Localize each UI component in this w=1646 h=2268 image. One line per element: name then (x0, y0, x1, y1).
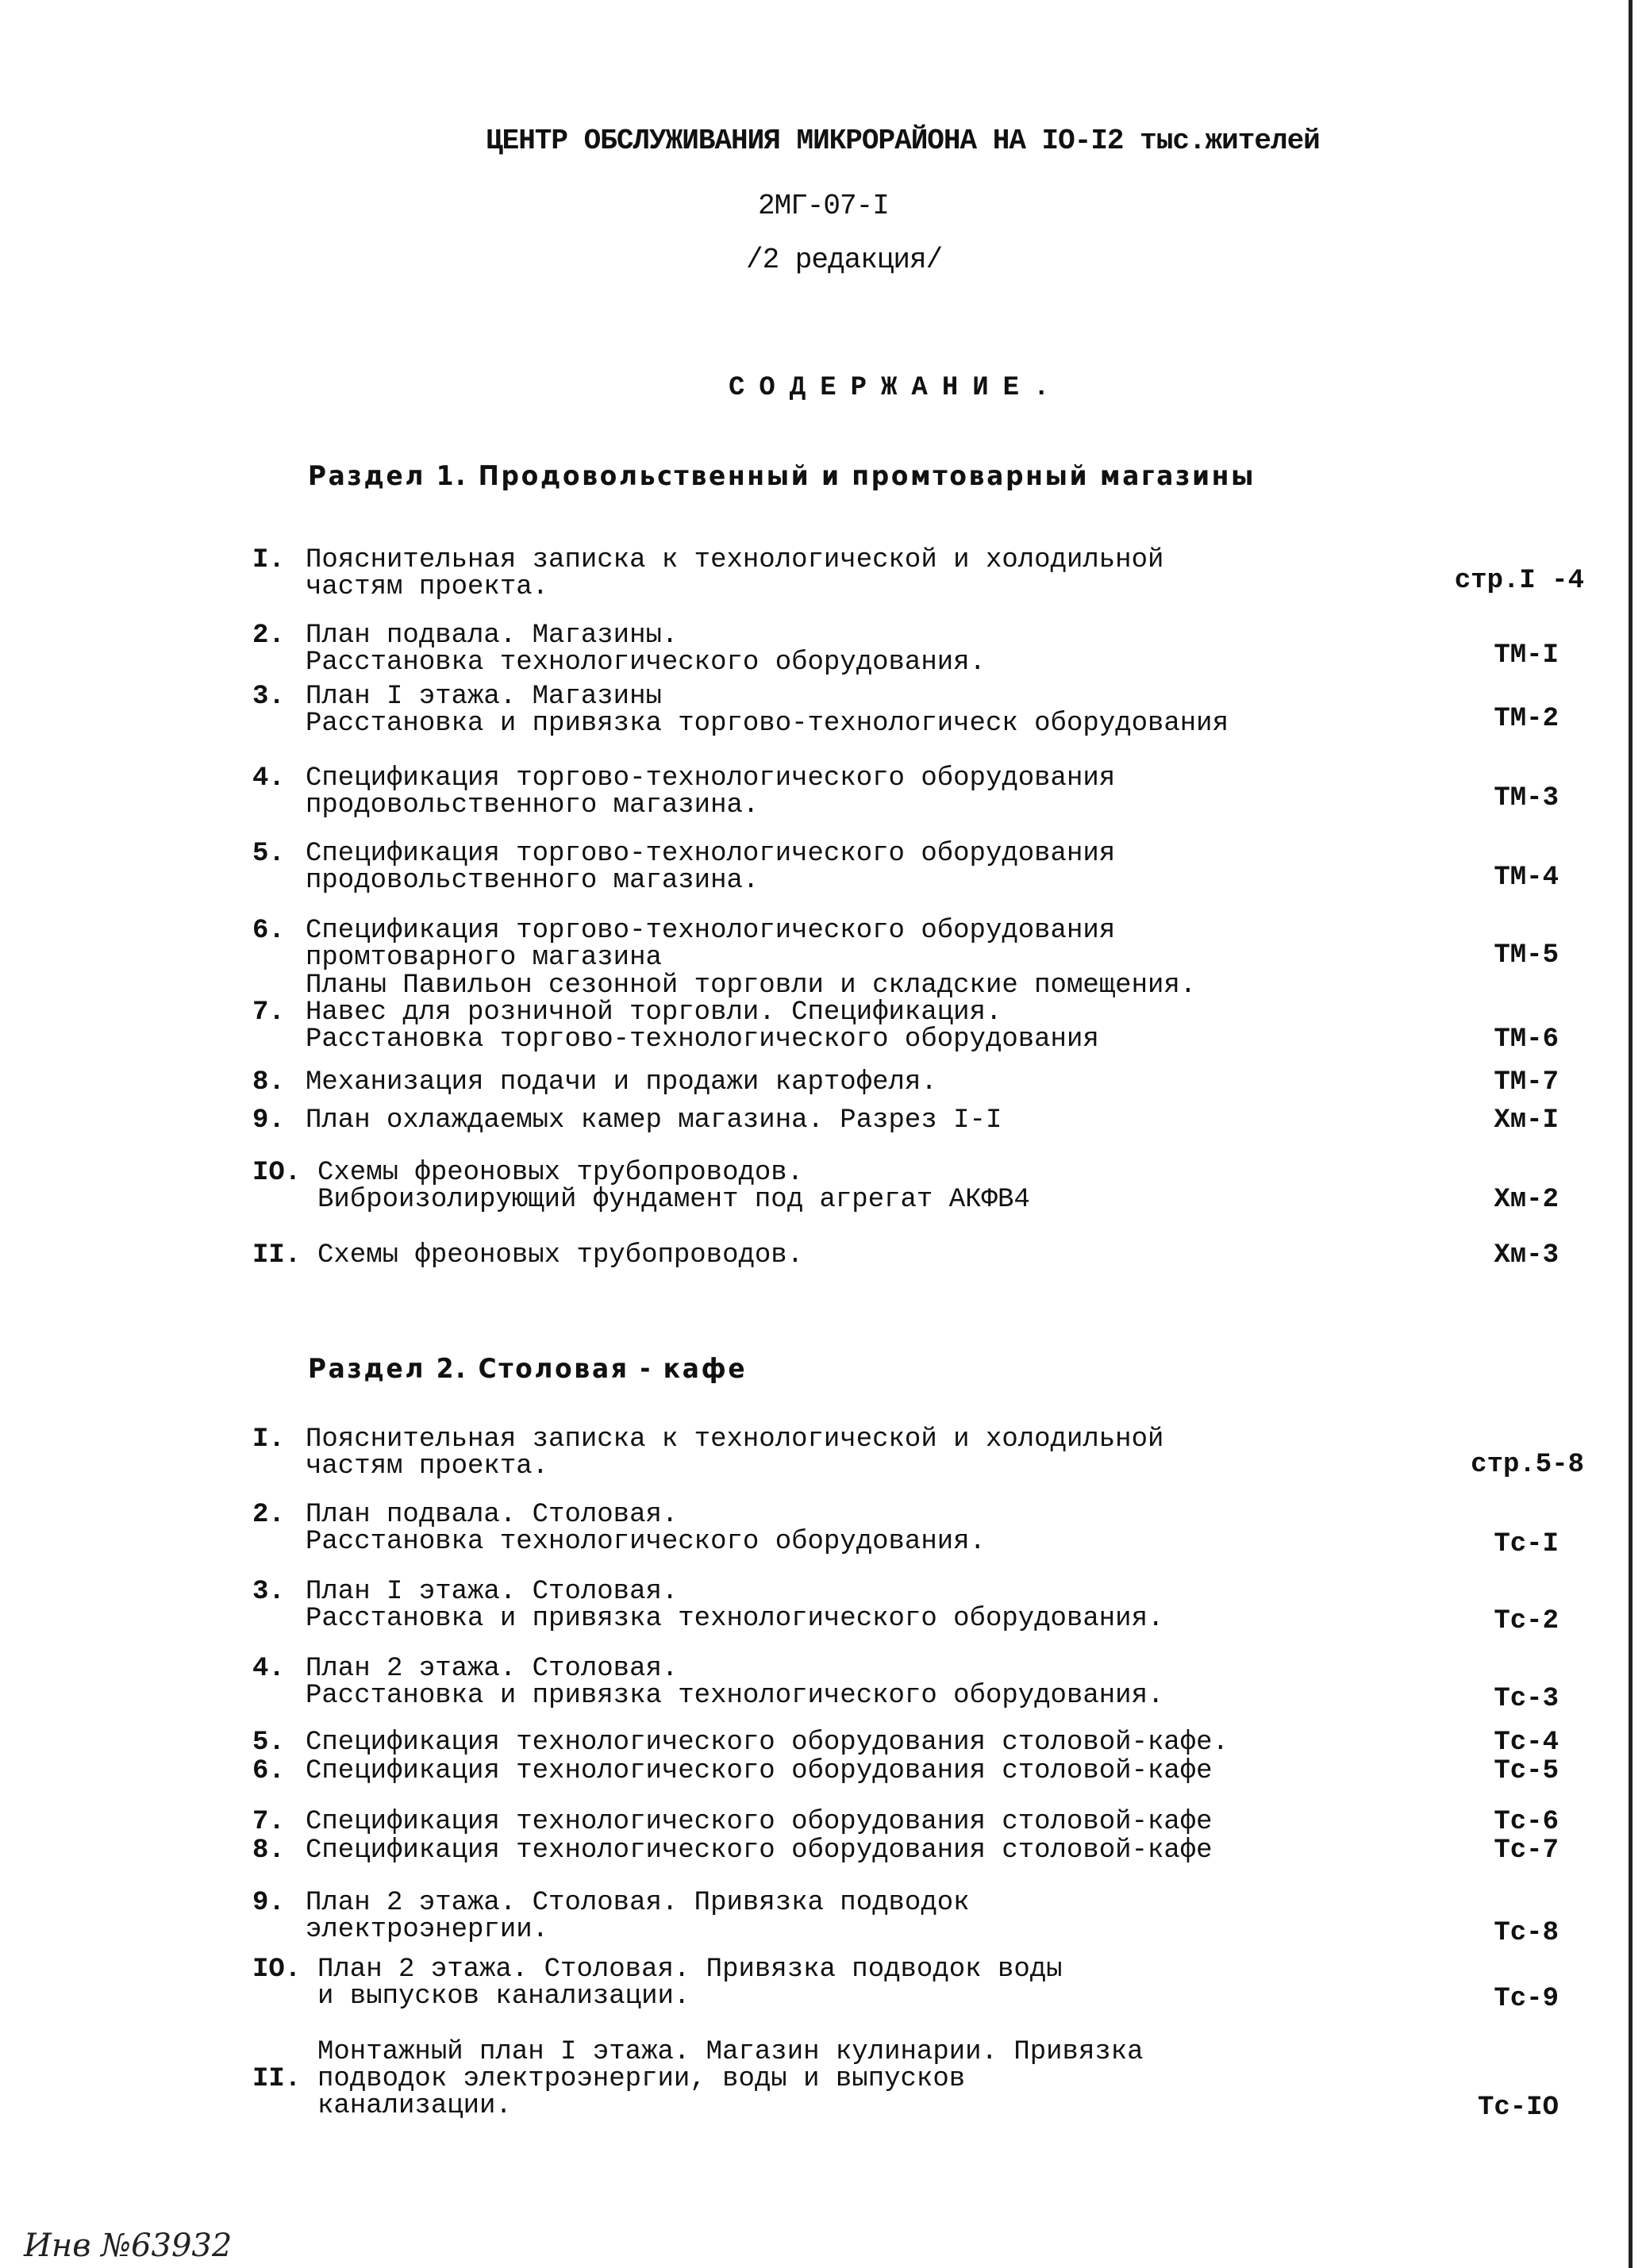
item-page-ref: Тс-I (1494, 1529, 1559, 1559)
item-number: 4. (252, 763, 285, 794)
item-number: IO. (252, 1955, 302, 1985)
item-page-ref: Тс-2 (1494, 1606, 1559, 1636)
item-page-ref: стр.I -4 (1454, 566, 1584, 596)
item-number: 3. (252, 682, 285, 712)
document-code: 2МГ-07-I (758, 190, 889, 222)
item-page-ref: Тс-5 (1494, 1756, 1559, 1786)
item-page-ref: Тс-8 (1494, 1918, 1559, 1948)
item-text-line: частям проекта. (306, 1451, 549, 1482)
item-number: 9. (252, 1105, 285, 1136)
item-text-line: План 2 этажа. Столовая. (306, 1654, 679, 1684)
item-page-ref: ТМ-2 (1494, 704, 1559, 734)
item-text-line: Планы Павильон сезонной торговли и складские помещения. (306, 971, 1197, 1001)
item-number: IO. (252, 1158, 302, 1188)
item-text-line: План I этажа. Столовая. (306, 1577, 679, 1607)
item-page-ref: Тс-7 (1494, 1836, 1559, 1866)
item-text-line: Спецификация технологического оборудования столовой-кафе. (306, 1728, 1229, 1758)
item-text-line: и выпусков канализации. (317, 1982, 690, 2012)
item-number: II. (252, 1240, 302, 1270)
item-number: 3. (252, 1577, 285, 1607)
item-text-line: План охлаждаемых камер магазина. Разрез I-I (306, 1105, 1002, 1136)
item-page-ref: стр.5-8 (1471, 1450, 1584, 1480)
item-page-ref: Тс-4 (1494, 1728, 1559, 1758)
item-text-line: Виброизолирующий фундамент под агрегат АКФВ4 (317, 1185, 1030, 1215)
item-number: 6. (252, 916, 285, 946)
item-page-ref: Хм-3 (1494, 1240, 1559, 1270)
item-page-ref: Тс-6 (1494, 1807, 1559, 1837)
contents-heading: СОДЕРЖАНИЕ. (729, 373, 1064, 403)
item-text-line: Спецификация технологического оборудования столовой-кафе (306, 1836, 1213, 1866)
item-text-line: Расстановка и привязка технологического оборудования. (306, 1681, 1164, 1711)
item-number: 5. (252, 1728, 285, 1758)
item-text-line: Монтажный план I этажа. Магазин кулинарии. Привязка (317, 2037, 1144, 2067)
item-text-line: канализации. (317, 2091, 512, 2121)
item-number: 6. (252, 1756, 285, 1786)
item-text-line: Расстановка технологического оборудования. (306, 1527, 986, 1557)
item-page-ref: Хм-I (1494, 1105, 1559, 1136)
section-title: Раздел 2. Столовая - кафе (308, 1353, 748, 1385)
item-text-line: Спецификация торгово-технологического оборудования (306, 839, 1116, 869)
item-text-line: Схемы фреоновых трубопроводов. (317, 1158, 804, 1188)
item-page-ref: ТМ-6 (1494, 1024, 1559, 1055)
item-text-line: Расстановка и привязка торгово-технологическ оборудования (306, 709, 1229, 739)
item-text-line: Расстановка и привязка технологического оборудования. (306, 1604, 1164, 1634)
item-text-line: План подвала. Столовая. (306, 1500, 679, 1530)
item-page-ref: ТМ-7 (1494, 1067, 1559, 1097)
edition-label: /2 редакция/ (746, 244, 943, 276)
item-number: 8. (252, 1836, 285, 1866)
item-number: 7. (252, 998, 285, 1028)
item-text-line: Механизация подачи и продажи картофеля. (306, 1067, 937, 1097)
item-page-ref: Тс-3 (1494, 1684, 1559, 1714)
item-text-line: Навес для розничной торговли. Спецификация. (306, 998, 1002, 1028)
item-number: 4. (252, 1654, 285, 1684)
item-page-ref: ТМ-I (1494, 640, 1559, 671)
item-number: 9. (252, 1888, 285, 1918)
item-number: 8. (252, 1067, 285, 1097)
item-text-line: План 2 этажа. Столовая. Привязка подводок воды (317, 1955, 1063, 1985)
item-text-line: продовольственного магазина. (306, 790, 760, 821)
item-text-line: Расстановка технологического оборудования. (306, 648, 986, 678)
item-text-line: Спецификация технологического оборудования столовой-кафе (306, 1807, 1213, 1837)
document-title: ЦЕНТР ОБСЛУЖИВАНИЯ МИКРОРАЙОНА НА IO-I2 тыс.жителей (486, 125, 1320, 157)
item-text-line: Пояснительная записка к технологической и холодильной (306, 1424, 1164, 1455)
item-number: 7. (252, 1807, 285, 1837)
section-title: Раздел 1. Продовольственный и промтоварный магазины (308, 460, 1256, 492)
inventory-note: Инв №63932 (24, 2228, 233, 2264)
item-text-line: Спецификация торгово-технологического оборудования (306, 763, 1116, 794)
item-text-line: План подвала. Магазины. (306, 621, 679, 651)
item-text-line: промтоварного магазина (306, 943, 662, 973)
item-page-ref: ТМ-4 (1494, 863, 1559, 893)
item-page-ref: Тс-9 (1494, 1984, 1559, 2014)
item-text-line: Схемы фреоновых трубопроводов. (317, 1240, 804, 1270)
item-text-line: продовольственного магазина. (306, 866, 760, 896)
item-text-line: подводок электроэнергии, воды и выпусков (317, 2064, 966, 2094)
item-page-ref: ТМ-5 (1494, 940, 1559, 971)
item-text-line: частям проекта. (306, 572, 549, 602)
item-text-line: Пояснительная записка к технологической и холодильной (306, 545, 1164, 575)
item-page-ref: Тс-IO (1477, 2093, 1559, 2123)
item-number: I. (252, 1424, 285, 1455)
item-text-line: электроэнергии. (306, 1915, 549, 1945)
item-text-line: Расстановка торгово-технологического оборудования (306, 1024, 1099, 1055)
item-text-line: План 2 этажа. Столовая. Привязка подводок (306, 1888, 970, 1918)
item-number: I. (252, 545, 285, 575)
item-number: 2. (252, 621, 285, 651)
item-text-line: Спецификация технологического оборудования столовой-кафе (306, 1756, 1213, 1786)
item-page-ref: ТМ-3 (1494, 783, 1559, 813)
page-border (1629, 0, 1633, 2268)
item-text-line: Спецификация торгово-технологического оборудования (306, 916, 1116, 946)
item-page-ref: Хм-2 (1494, 1185, 1559, 1215)
item-text-line: План I этажа. Магазины (306, 682, 662, 712)
item-number: II. (252, 2064, 302, 2094)
item-number: 2. (252, 1500, 285, 1530)
item-number: 5. (252, 839, 285, 869)
